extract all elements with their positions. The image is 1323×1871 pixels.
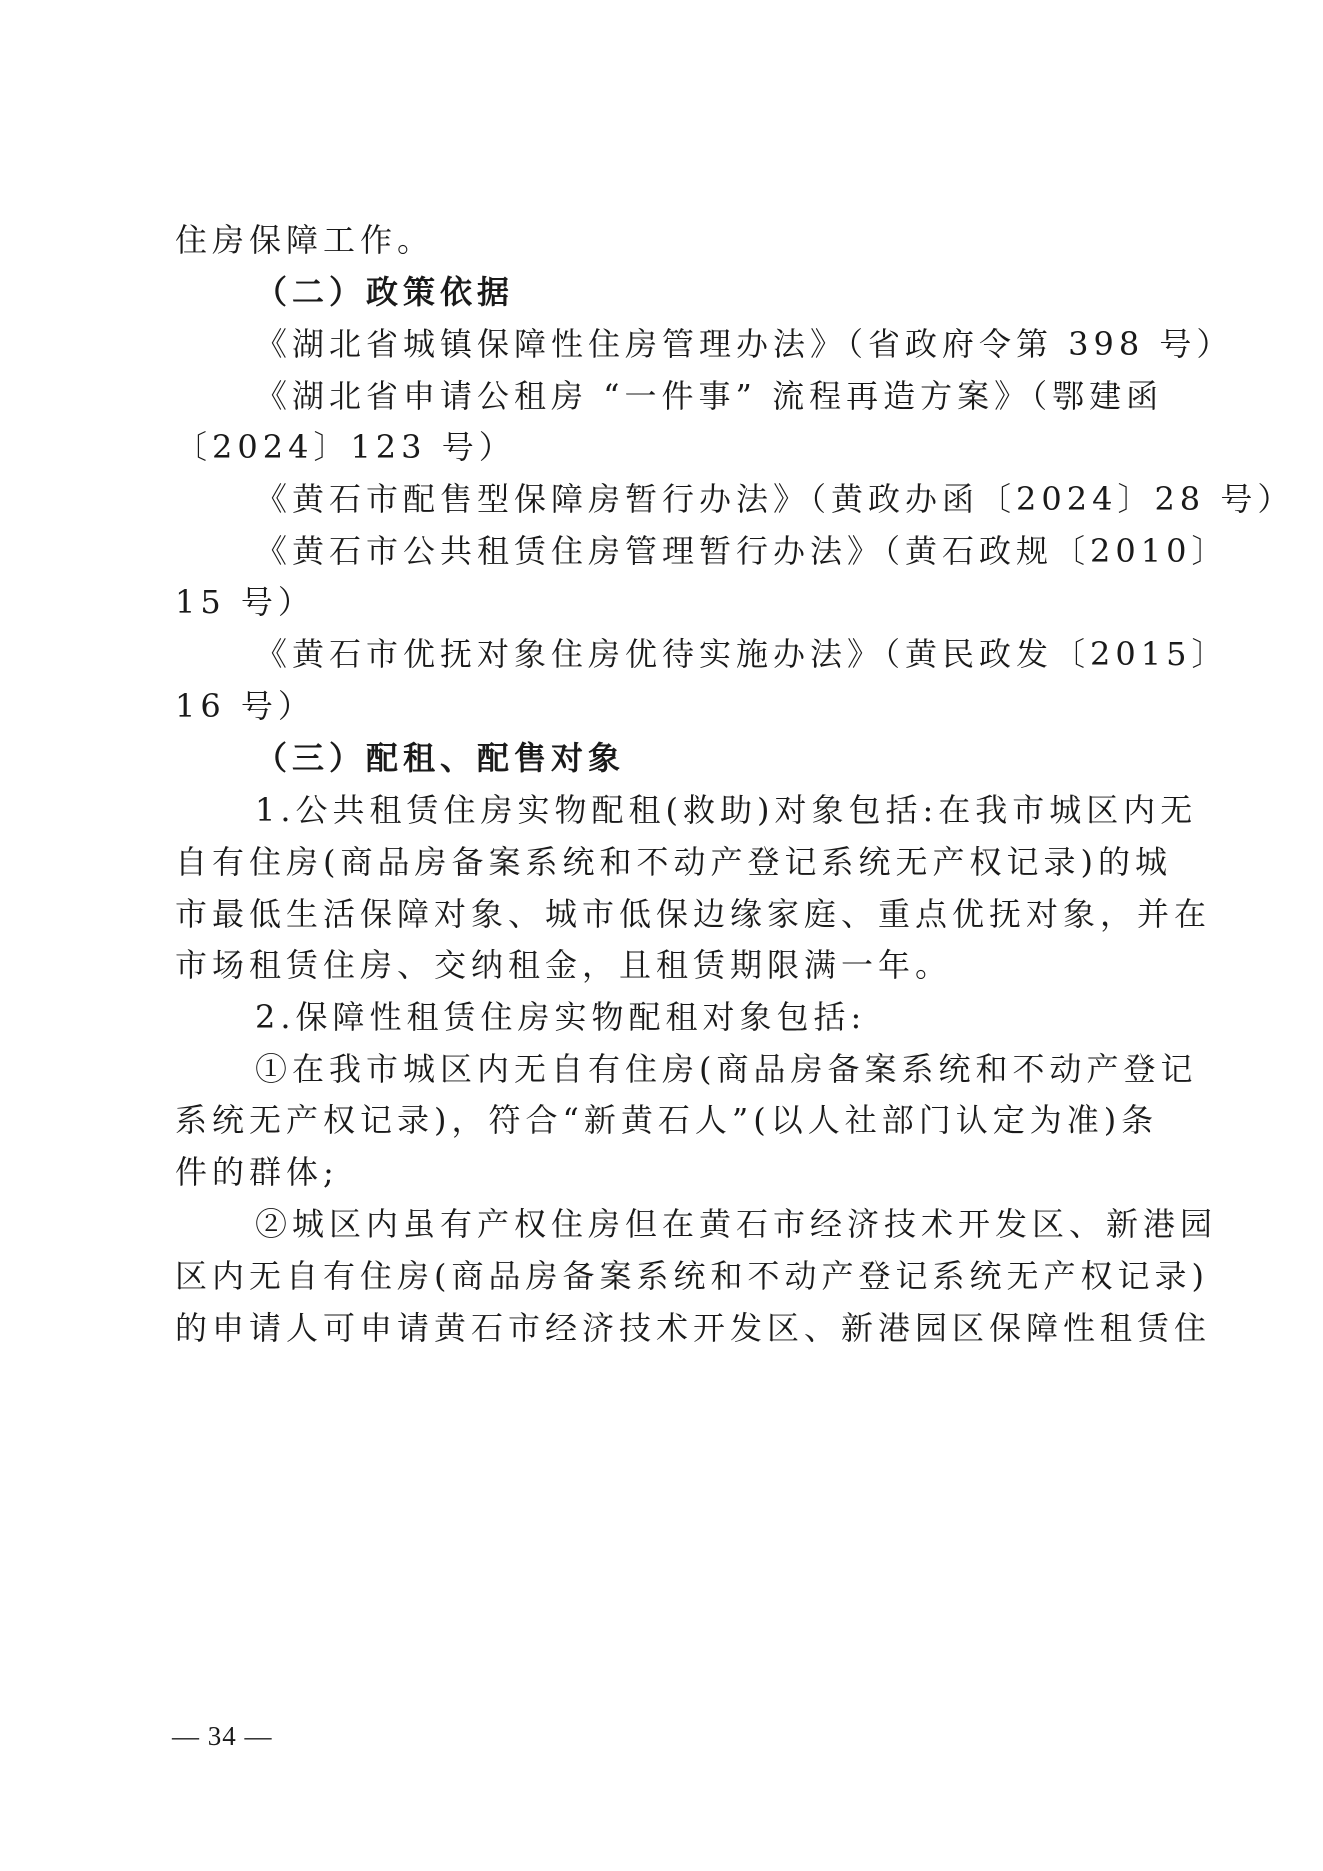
body-line: 1.公共租赁住房实物配租(救助)对象包括:在我市城区内无 (255, 791, 1198, 829)
policy-reference-item: 《黄石市配售型保障房暂行办法》（黄政办函〔2024〕28 号） (255, 480, 1295, 518)
policy-reference-item: 《黄石市公共租赁住房管理暂行办法》（黄石政规〔2010〕 (255, 532, 1229, 570)
policy-reference-item: 《湖北省申请公租房 “一件事” 流程再造方案》（鄂建函 (255, 377, 1164, 415)
body-line: ②城区内虽有产权住房但在黄石市经济技术开发区、新港园 (255, 1205, 1218, 1243)
body-line: ①在我市城区内无自有住房(商品房备案系统和不动产登记 (255, 1050, 1198, 1088)
policy-reference-item: 《黄石市优抚对象住房优待实施办法》（黄民政发〔2015〕 (255, 635, 1229, 673)
body-line: 住房保障工作。 (175, 221, 435, 259)
policy-reference-continuation: 16 号） (175, 687, 315, 725)
page-number: — 34 — (172, 1721, 273, 1751)
body-line: 区内无自有住房(商品房备案系统和不动产登记系统无产权记录) (175, 1257, 1209, 1295)
body-line: 2.保障性租赁住房实物配租对象包括: (255, 998, 867, 1036)
section-heading-policy-basis: （二）政策依据 (255, 273, 515, 311)
body-line: 市场租赁住房、交纳租金，且租赁期限满一年。 (175, 946, 953, 984)
section-heading-eligible-targets: （三）配租、配售对象 (255, 739, 626, 777)
policy-reference-continuation: 15 号） (175, 583, 315, 621)
body-line: 自有住房(商品房备案系统和不动产登记系统无产权记录)的城 (175, 843, 1172, 881)
body-line: 系统无产权记录)，符合“新黄石人”(以人社部门认定为准)条 (175, 1101, 1159, 1139)
body-line: 的申请人可申请黄石市经济技术开发区、新港园区保障性租赁住 (175, 1309, 1212, 1347)
body-line: 件的群体; (175, 1153, 339, 1191)
body-line: 市最低生活保障对象、城市低保边缘家庭、重点优抚对象，并在 (175, 895, 1212, 933)
policy-reference-continuation: 〔2024〕123 号） (175, 428, 516, 466)
policy-reference-item: 《湖北省城镇保障性住房管理办法》（省政府令第 398 号） (255, 325, 1234, 363)
